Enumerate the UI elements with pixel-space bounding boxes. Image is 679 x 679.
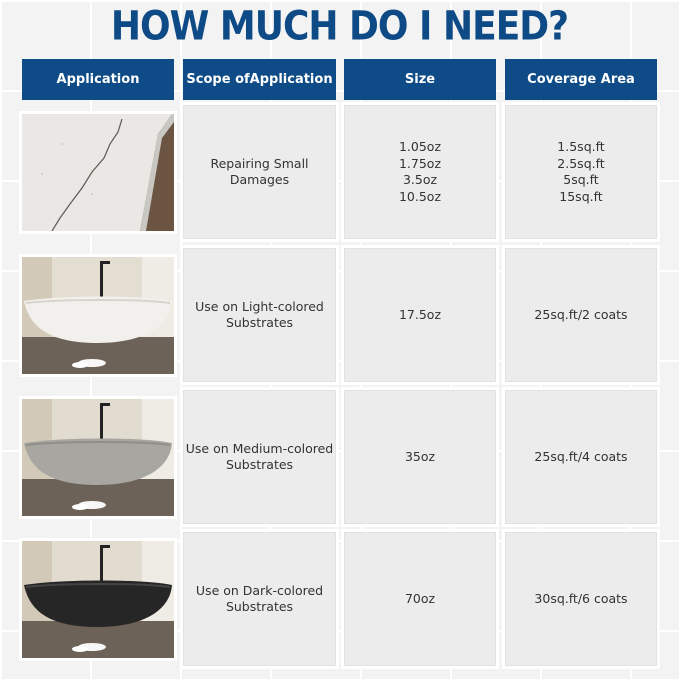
header-size: Size — [344, 59, 496, 100]
coverage-cell-4 — [505, 532, 657, 666]
coverage-text-3: 25sq.ft/4 coats — [534, 448, 628, 464]
scope-cell-3 — [183, 390, 336, 524]
coverage-cell-2 — [505, 248, 657, 382]
scope-text-3: Use on Medium-colored Substrates — [185, 440, 334, 472]
black-bathtub-image — [22, 541, 174, 658]
header-coverage: Coverage Area — [505, 59, 657, 100]
scope-text-1: Repairing Small Damages — [210, 155, 309, 187]
size-cell-1 — [344, 105, 496, 239]
crack-repair-image — [22, 114, 174, 231]
scope-text-4: Use on Dark-colored Substrates — [195, 582, 324, 614]
coverage-text-1: 1.5sq.ft 2.5sq.ft 5sq.ft 15sq.ft — [557, 139, 605, 204]
scope-cell-2 — [183, 248, 336, 382]
size-cell-3 — [344, 390, 496, 524]
white-bathtub-image — [22, 257, 174, 374]
scope-cell-4 — [183, 532, 336, 666]
size-cell-4 — [344, 532, 496, 666]
coverage-text-2: 25sq.ft/2 coats — [534, 306, 628, 322]
size-text-3: 35oz — [404, 448, 436, 464]
coverage-text-4: 30sq.ft/6 coats — [534, 590, 628, 606]
grey-bathtub-image — [22, 399, 174, 516]
coverage-cell-1 — [505, 105, 657, 239]
scope-text-2: Use on Light-colored Substrates — [195, 298, 324, 330]
header-scope: Scope ofApplication — [183, 59, 336, 100]
scope-cell-1 — [183, 105, 336, 239]
page-title: HOW MUCH DO I NEED? — [110, 3, 569, 50]
size-text-4: 70oz — [404, 590, 436, 606]
size-text-2: 17.5oz — [398, 306, 442, 322]
size-cell-2 — [344, 248, 496, 382]
header-application: Application — [22, 59, 174, 100]
size-text-1: 1.05oz 1.75oz 3.5oz 10.5oz — [398, 139, 442, 204]
coverage-cell-3 — [505, 390, 657, 524]
